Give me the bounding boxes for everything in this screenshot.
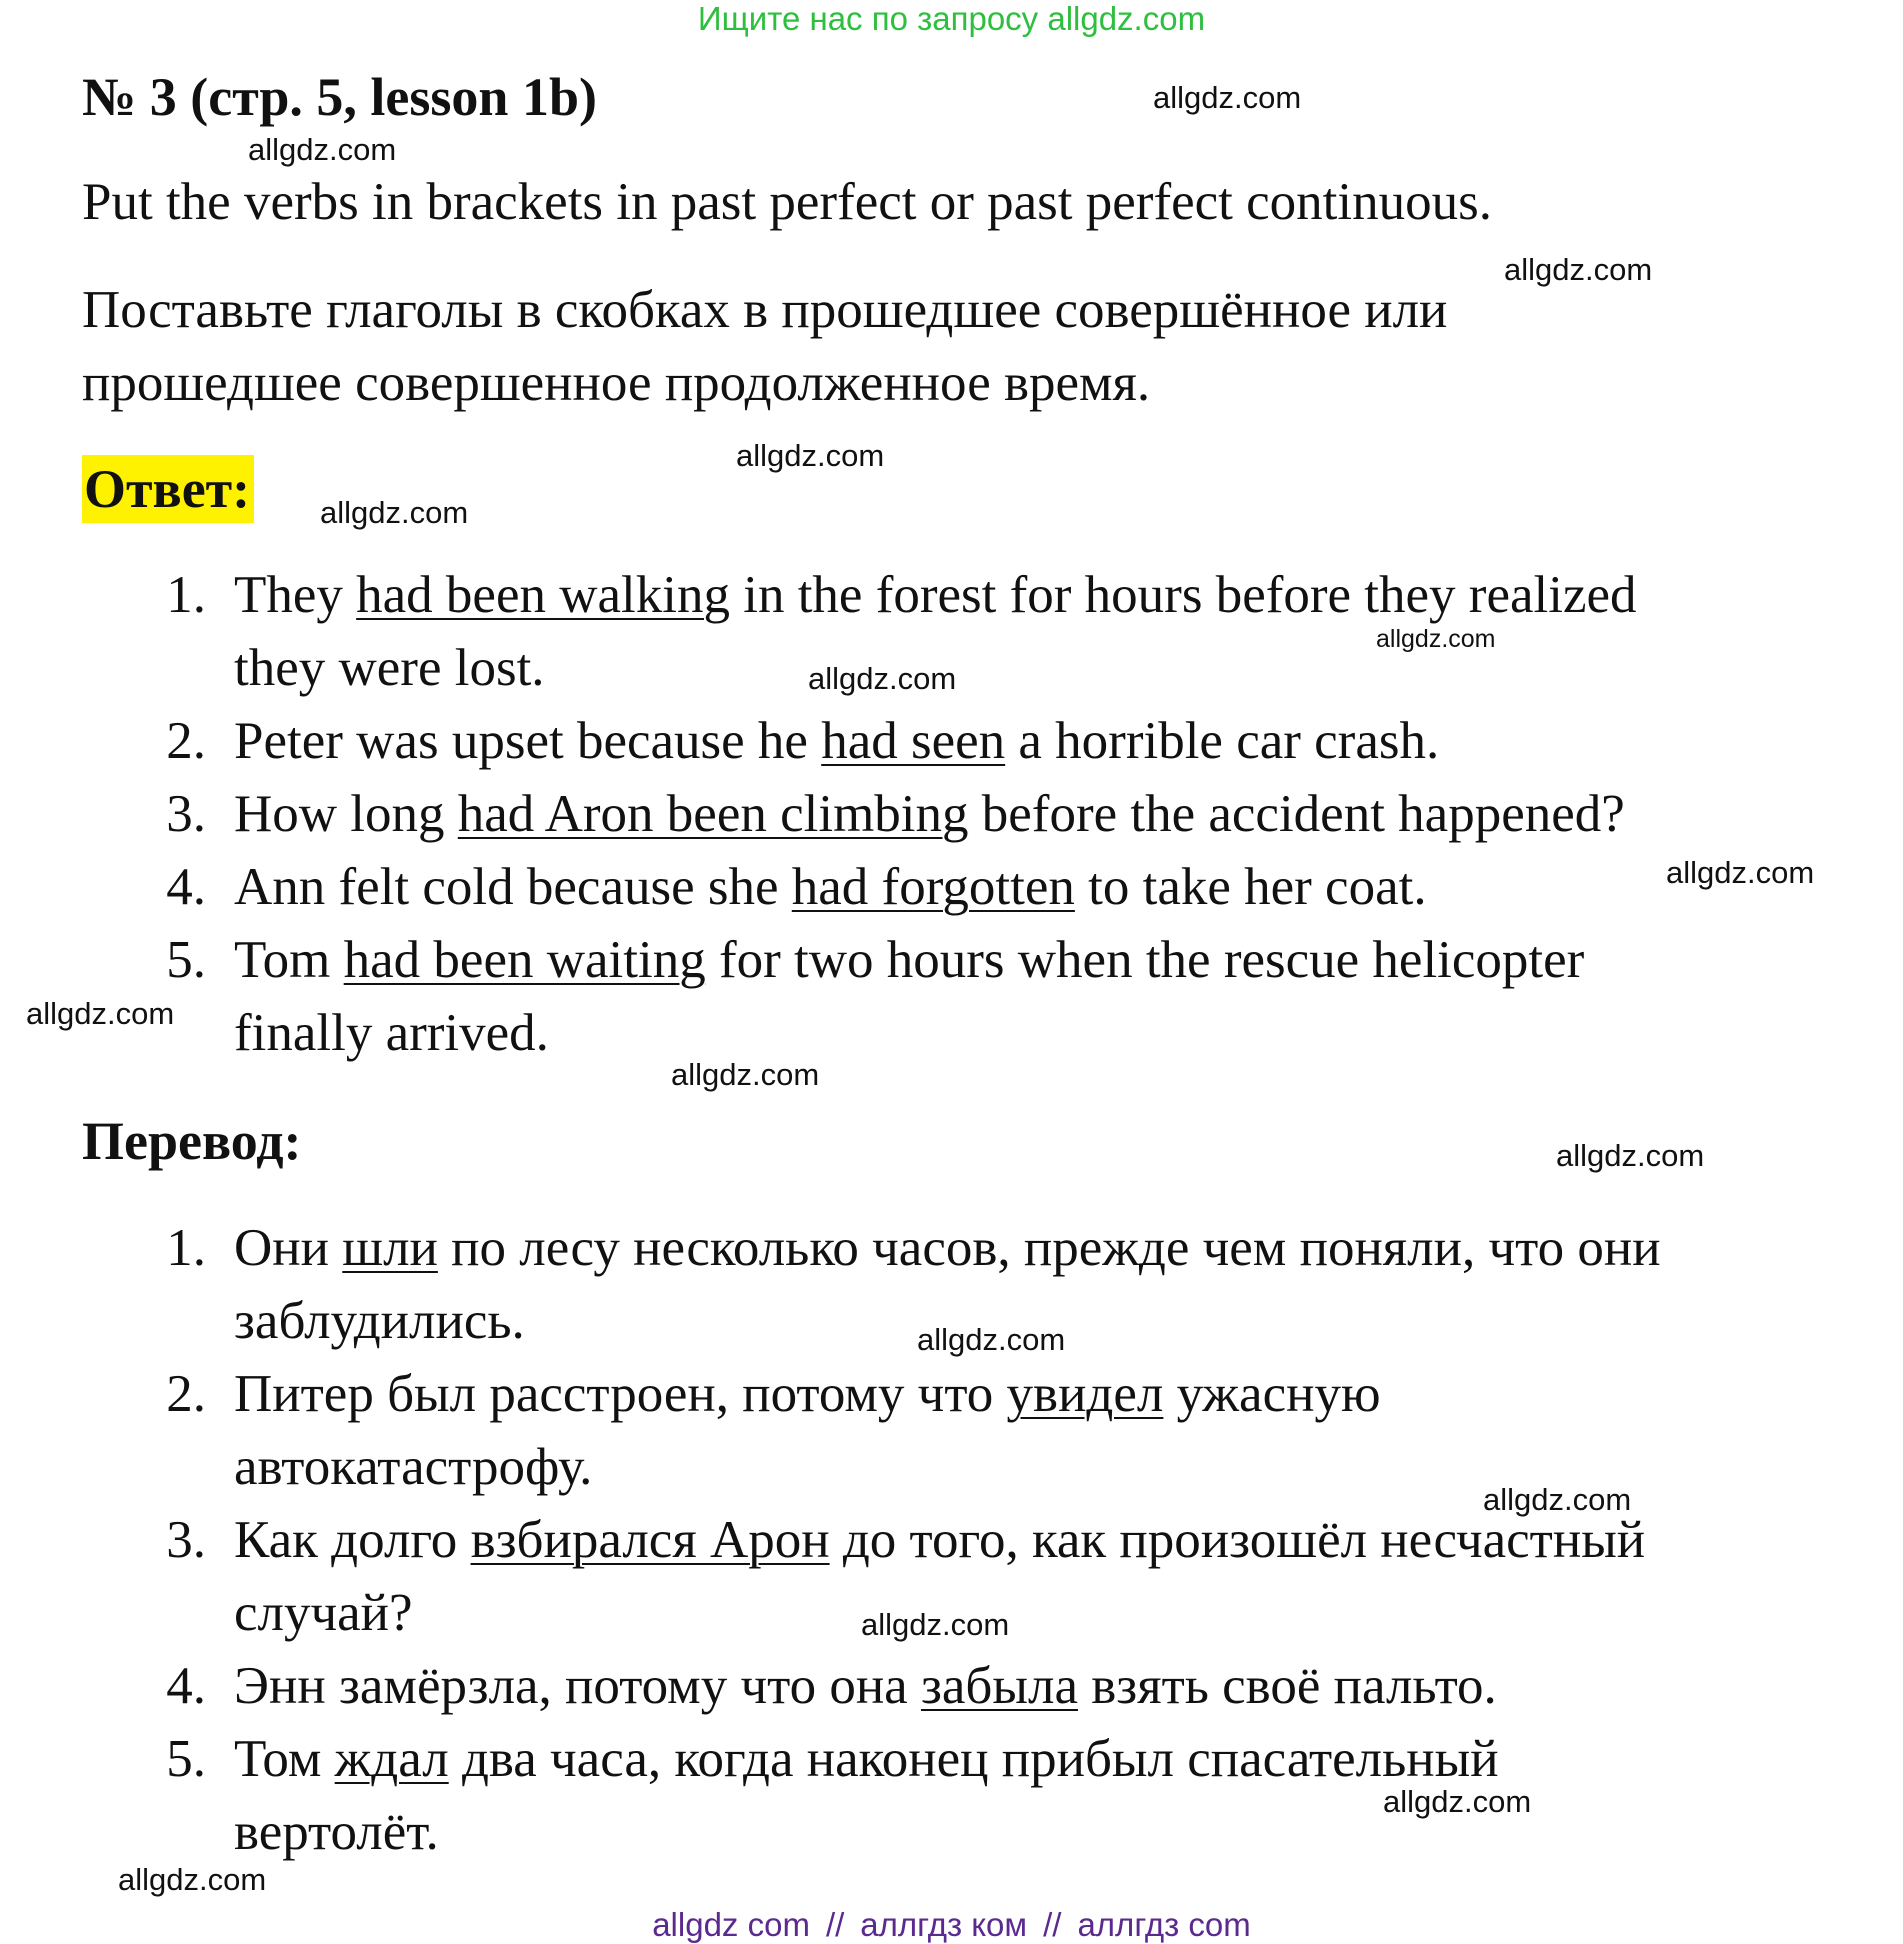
watermark: allgdz.com <box>861 1607 1010 1642</box>
translation-verb: шли <box>342 1219 438 1277</box>
translation-line: Энн замёрзла, потому что она забыла взять своё пальто. <box>234 1657 1497 1715</box>
watermark: allgdz.com <box>1153 80 1302 115</box>
footer-link[interactable]: аллгдз ком <box>860 1906 1028 1943</box>
watermark: allgdz.com <box>736 438 885 473</box>
watermark: allgdz.com <box>1376 625 1496 653</box>
answer-number: 5. <box>166 931 206 989</box>
watermark: allgdz.com <box>1556 1138 1705 1173</box>
translation-number: 2. <box>166 1365 206 1423</box>
answer-verb: had been waiting <box>343 931 706 989</box>
top-banner: Ищите нас по запросу allgdz.com <box>697 0 1206 37</box>
instruction-english: Put the verbs in brackets in past perfect or past perfect continuous. <box>82 173 1492 231</box>
watermark: allgdz.com <box>320 495 469 530</box>
watermark: allgdz.com <box>26 996 175 1031</box>
instruction-russian-line1: Поставьте глаголы в скобках в прошедшее совершённое или <box>82 281 1448 339</box>
answer-line-continuation: they were lost. <box>234 639 545 697</box>
footer <box>0 1906 1903 1944</box>
page-title: № 3 (стр. 5, lesson 1b) <box>82 67 597 127</box>
watermark: allgdz.com <box>1483 1482 1632 1517</box>
answer-line-continuation: finally arrived. <box>234 1004 549 1062</box>
translation-verb: взбирался Арон <box>470 1511 830 1569</box>
answer-number: 1. <box>166 566 206 624</box>
translation-number: 1. <box>166 1219 206 1277</box>
answer-verb: had seen <box>821 712 1006 770</box>
footer-separator: // <box>1043 1906 1062 1943</box>
answer-number: 2. <box>166 712 206 770</box>
translation-verb: ждал <box>334 1730 449 1788</box>
watermark: allgdz.com <box>1666 855 1815 890</box>
translation-label: Перевод: <box>82 1111 302 1171</box>
translation-number: 5. <box>166 1730 206 1788</box>
watermark: allgdz.com <box>118 1862 267 1897</box>
watermark: allgdz.com <box>917 1322 1066 1357</box>
translation-line: Они шли по лесу несколько часов, прежде чем поняли, что они <box>234 1219 1661 1277</box>
watermark: allgdz.com <box>1504 252 1653 287</box>
translation-line-continuation: вертолёт. <box>234 1803 439 1861</box>
watermark: allgdz.com <box>248 132 397 167</box>
answer-number: 3. <box>166 785 206 843</box>
instruction-russian-line2: прошедшее совершенное продолженное время. <box>82 354 1151 412</box>
answer-line: Ann felt cold because she had forgotten to take her coat. <box>234 858 1427 916</box>
translation-number: 3. <box>166 1511 206 1569</box>
answer-line: Tom had been waiting for two hours when the rescue helicopter <box>234 931 1585 989</box>
footer-separator: // <box>825 1906 845 1943</box>
translation-line-continuation: случай? <box>234 1584 413 1642</box>
answer-line: They had been walking in the forest for hours before they realized <box>234 566 1637 624</box>
answer-verb: had been walking <box>356 566 730 624</box>
answer-label: Ответ: <box>82 455 254 523</box>
answer-number: 4. <box>166 858 206 916</box>
answer-verb: had Aron been climbing <box>457 785 969 843</box>
translation-verb: увидел <box>1006 1365 1164 1423</box>
answer-line: Peter was upset because he had seen a horrible car crash. <box>234 712 1440 770</box>
answer-line: How long had Aron been climbing before the accident happened? <box>234 785 1625 843</box>
footer-link[interactable]: allgdz com <box>652 1906 810 1943</box>
watermark: allgdz.com <box>1383 1784 1532 1819</box>
translation-line-continuation: автокатастрофу. <box>234 1438 593 1496</box>
footer-link[interactable]: аллгдз com <box>1077 1906 1251 1943</box>
translation-line: Питер был расстроен, потому что увидел ужасную <box>234 1365 1381 1423</box>
translation-verb: забыла <box>920 1657 1078 1715</box>
translation-number: 4. <box>166 1657 206 1715</box>
translation-line: Том ждал два часа, когда наконец прибыл спасательный <box>234 1730 1499 1788</box>
translation-line: Как долго взбирался Арон до того, как произошёл несчастный <box>234 1511 1646 1569</box>
answer-verb: had forgotten <box>791 858 1075 916</box>
watermark: allgdz.com <box>671 1057 820 1092</box>
watermark: allgdz.com <box>808 661 957 696</box>
translation-line-continuation: заблудились. <box>234 1292 525 1350</box>
